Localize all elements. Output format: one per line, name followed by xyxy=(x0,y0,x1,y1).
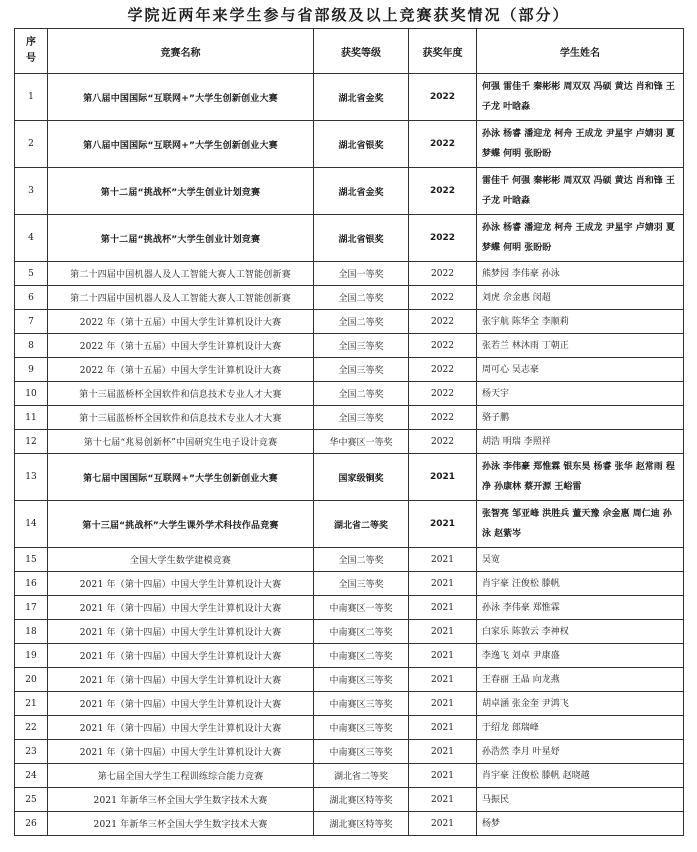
award-year: 2021 xyxy=(409,668,477,692)
student-names: 张若兰 林沐雨 丁朝正 xyxy=(477,334,684,358)
competition-name: 第二十四届中国机器人及人工智能大赛人工智能创新赛 xyxy=(48,286,314,310)
table-header-row xyxy=(15,29,684,74)
competition-name: 第十三届蓝桥杯全国软件和信息技术专业人才大赛 xyxy=(48,406,314,430)
table-row xyxy=(15,740,684,764)
competition-name: 第八届中国国际“互联网+”大学生创新创业大赛 xyxy=(48,74,314,121)
award-level: 中南赛区三等奖 xyxy=(314,692,409,716)
row-number: 4 xyxy=(15,215,48,262)
student-names: 刘虎 佘金惠 闵超 xyxy=(477,286,684,310)
table-row xyxy=(15,334,684,358)
student-names: 张宇航 陈华全 李顺莉 xyxy=(477,310,684,334)
student-names: 胡浩 明瑞 李照祥 xyxy=(477,430,684,454)
student-names: 张智亮 邹亚峰 洪胜兵 董天豫 佘金惠 周仁迪 孙泳 赵紫岑 xyxy=(477,501,684,548)
student-names: 胡卓涵 张金奎 尹鸿飞 xyxy=(477,692,684,716)
row-number: 8 xyxy=(15,334,48,358)
award-level: 全国三等奖 xyxy=(314,358,409,382)
award-year: 2022 xyxy=(409,74,477,121)
row-number: 20 xyxy=(15,668,48,692)
award-level: 全国二等奖 xyxy=(314,382,409,406)
row-number: 25 xyxy=(15,788,48,812)
student-names: 孙浩然 李月 叶星妤 xyxy=(477,740,684,764)
student-names: 孙泳 杨睿 潘迎龙 柯舟 王成龙 尹星宇 卢婧羽 夏梦蝶 何明 张盼盼 xyxy=(477,215,684,262)
row-number: 10 xyxy=(15,382,48,406)
header-students: 学生姓名 xyxy=(477,29,684,74)
award-year: 2021 xyxy=(409,548,477,572)
award-year: 2022 xyxy=(409,358,477,382)
student-names: 于绍龙 郎瑞峰 xyxy=(477,716,684,740)
competition-name: 2021 年新华三杯全国大学生数字技术大赛 xyxy=(48,812,314,836)
award-level: 湖北省银奖 xyxy=(314,215,409,262)
award-level: 国家级铜奖 xyxy=(314,454,409,501)
header-seq-char2: 号 xyxy=(26,53,36,64)
header-seq-char1: 序 xyxy=(26,37,36,48)
student-names: 雷佳千 何强 秦彬彬 周双双 冯硕 黄达 肖和锋 王子龙 叶晗淼 xyxy=(477,168,684,215)
table-row xyxy=(15,764,684,788)
student-names: 骆子鹏 xyxy=(477,406,684,430)
competition-name: 第十三届“挑战杯”大学生课外学术科技作品竞赛 xyxy=(48,501,314,548)
competition-name: 2021 年（第十四届）中国大学生计算机设计大赛 xyxy=(48,620,314,644)
student-names: 杨天宇 xyxy=(477,382,684,406)
page-title: 学院近两年来学生参与省部级及以上竞赛获奖情况（部分） xyxy=(127,6,570,24)
award-year: 2021 xyxy=(409,788,477,812)
competition-name: 2021 年（第十四届）中国大学生计算机设计大赛 xyxy=(48,644,314,668)
student-names: 孙泳 李伟豪 郑惟霖 银东昊 杨睿 张华 赵常雨 程净 孙康林 蔡开源 王峪雷 xyxy=(477,454,684,501)
student-names: 吴宽 xyxy=(477,548,684,572)
award-level: 全国三等奖 xyxy=(314,406,409,430)
row-number: 14 xyxy=(15,501,48,548)
award-level: 全国三等奖 xyxy=(314,334,409,358)
row-number: 12 xyxy=(15,430,48,454)
student-names: 孙泳 李伟豪 郑惟霖 xyxy=(477,596,684,620)
table-row xyxy=(15,382,684,406)
award-level: 中南赛区三等奖 xyxy=(314,716,409,740)
table-row xyxy=(15,358,684,382)
row-number: 13 xyxy=(15,454,48,501)
award-year: 2022 xyxy=(409,382,477,406)
row-number: 26 xyxy=(15,812,48,836)
award-level: 湖北省二等奖 xyxy=(314,764,409,788)
table-row xyxy=(15,668,684,692)
competition-name: 第十二届“挑战杯”大学生创业计划竞赛 xyxy=(48,168,314,215)
competition-name: 2021 年（第十四届）中国大学生计算机设计大赛 xyxy=(48,716,314,740)
row-number: 19 xyxy=(15,644,48,668)
award-year: 2022 xyxy=(409,286,477,310)
competition-name: 2021 年（第十四届）中国大学生计算机设计大赛 xyxy=(48,572,314,596)
table-row xyxy=(15,596,684,620)
student-names: 王春丽 王晶 向龙燕 xyxy=(477,668,684,692)
award-level: 全国三等奖 xyxy=(314,572,409,596)
table-row xyxy=(15,215,684,262)
header-seq xyxy=(15,29,48,74)
award-year: 2022 xyxy=(409,334,477,358)
award-year: 2021 xyxy=(409,620,477,644)
student-names: 肖宇豪 汪俊松 滕帆 xyxy=(477,572,684,596)
student-names: 马振民 xyxy=(477,788,684,812)
row-number: 5 xyxy=(15,262,48,286)
competition-name: 2022 年（第十五届）中国大学生计算机设计大赛 xyxy=(48,358,314,382)
table-row xyxy=(15,74,684,121)
competition-name: 2021 年（第十四届）中国大学生计算机设计大赛 xyxy=(48,740,314,764)
table-row xyxy=(15,812,684,836)
award-level: 湖北省金奖 xyxy=(314,74,409,121)
award-level: 湖北省银奖 xyxy=(314,121,409,168)
award-year: 2021 xyxy=(409,454,477,501)
competition-name: 2022 年（第十五届）中国大学生计算机设计大赛 xyxy=(48,310,314,334)
row-number: 17 xyxy=(15,596,48,620)
award-year: 2022 xyxy=(409,406,477,430)
table-row xyxy=(15,501,684,548)
award-year: 2022 xyxy=(409,430,477,454)
competition-name: 第二十四届中国机器人及人工智能大赛人工智能创新赛 xyxy=(48,262,314,286)
row-number: 1 xyxy=(15,74,48,121)
row-number: 6 xyxy=(15,286,48,310)
award-year: 2021 xyxy=(409,572,477,596)
award-level: 中南赛区二等奖 xyxy=(314,644,409,668)
student-names: 熊梦园 李伟豪 孙泳 xyxy=(477,262,684,286)
row-number: 21 xyxy=(15,692,48,716)
row-number: 18 xyxy=(15,620,48,644)
competition-name: 2021 年（第十四届）中国大学生计算机设计大赛 xyxy=(48,692,314,716)
competition-name: 全国大学生数学建模竞赛 xyxy=(48,548,314,572)
row-number: 3 xyxy=(15,168,48,215)
award-level: 全国二等奖 xyxy=(314,310,409,334)
student-names: 李逸飞 刘卓 尹康盛 xyxy=(477,644,684,668)
competition-name: 第十二届“挑战杯”大学生创业计划竞赛 xyxy=(48,215,314,262)
award-level: 全国二等奖 xyxy=(314,286,409,310)
award-level: 湖北省金奖 xyxy=(314,168,409,215)
award-year: 2022 xyxy=(409,168,477,215)
row-number: 22 xyxy=(15,716,48,740)
table-row xyxy=(15,620,684,644)
award-year: 2022 xyxy=(409,121,477,168)
table-row xyxy=(15,168,684,215)
competition-name: 2022 年（第十五届）中国大学生计算机设计大赛 xyxy=(48,334,314,358)
award-year: 2021 xyxy=(409,692,477,716)
table-row xyxy=(15,692,684,716)
row-number: 15 xyxy=(15,548,48,572)
award-year: 2021 xyxy=(409,812,477,836)
table-body xyxy=(15,74,684,836)
table-row xyxy=(15,121,684,168)
table-row xyxy=(15,310,684,334)
award-level: 中南赛区三等奖 xyxy=(314,740,409,764)
row-number: 24 xyxy=(15,764,48,788)
student-names: 孙泳 杨睿 潘迎龙 柯舟 王成龙 尹星宇 卢婧羽 夏梦蝶 何明 张盼盼 xyxy=(477,121,684,168)
student-names: 周可心 吴志豪 xyxy=(477,358,684,382)
table-row xyxy=(15,548,684,572)
header-level: 获奖等级 xyxy=(314,29,409,74)
table-row xyxy=(15,406,684,430)
row-number: 23 xyxy=(15,740,48,764)
award-level: 湖北赛区特等奖 xyxy=(314,788,409,812)
award-year: 2021 xyxy=(409,740,477,764)
student-names: 何强 雷佳千 秦彬彬 周双双 冯硕 黄达 肖和锋 王子龙 叶晗淼 xyxy=(477,74,684,121)
student-names: 杨梦 xyxy=(477,812,684,836)
award-year: 2021 xyxy=(409,501,477,548)
header-competition: 竞赛名称 xyxy=(48,29,314,74)
competition-name: 第八届中国国际“互联网+”大学生创新创业大赛 xyxy=(48,121,314,168)
header-year: 获奖年度 xyxy=(409,29,477,74)
competition-name: 第十三届蓝桥杯全国软件和信息技术专业人才大赛 xyxy=(48,382,314,406)
award-level: 华中赛区一等奖 xyxy=(314,430,409,454)
competition-name: 第七届中国国际“互联网+”大学生创新创业大赛 xyxy=(48,454,314,501)
row-number: 16 xyxy=(15,572,48,596)
student-names: 肖宇豪 汪俊松 滕帆 赵晓越 xyxy=(477,764,684,788)
table-row xyxy=(15,262,684,286)
award-year: 2021 xyxy=(409,644,477,668)
table-row xyxy=(15,430,684,454)
award-year: 2022 xyxy=(409,215,477,262)
award-year: 2022 xyxy=(409,310,477,334)
competition-name: 2021 年新华三杯全国大学生数字技术大赛 xyxy=(48,788,314,812)
table-row xyxy=(15,572,684,596)
row-number: 11 xyxy=(15,406,48,430)
award-year: 2021 xyxy=(409,716,477,740)
row-number: 7 xyxy=(15,310,48,334)
row-number: 9 xyxy=(15,358,48,382)
student-names: 白家乐 陈敦云 李神权 xyxy=(477,620,684,644)
competition-name: 第十七届“兆易创新杯”中国研究生电子设计竞赛 xyxy=(48,430,314,454)
award-year: 2021 xyxy=(409,764,477,788)
competition-name: 第七届全国大学生工程训练综合能力竞赛 xyxy=(48,764,314,788)
table-row xyxy=(15,788,684,812)
competition-name: 2021 年（第十四届）中国大学生计算机设计大赛 xyxy=(48,596,314,620)
award-level: 中南赛区一等奖 xyxy=(314,596,409,620)
award-level: 全国一等奖 xyxy=(314,262,409,286)
awards-table xyxy=(14,28,684,836)
competition-name: 2021 年（第十四届）中国大学生计算机设计大赛 xyxy=(48,668,314,692)
table-row xyxy=(15,644,684,668)
award-level: 中南赛区二等奖 xyxy=(314,620,409,644)
row-number: 2 xyxy=(15,121,48,168)
award-year: 2021 xyxy=(409,596,477,620)
table-row xyxy=(15,716,684,740)
award-year: 2022 xyxy=(409,262,477,286)
award-level: 湖北赛区特等奖 xyxy=(314,812,409,836)
award-level: 湖北省二等奖 xyxy=(314,501,409,548)
award-level: 全国二等奖 xyxy=(314,548,409,572)
table-row xyxy=(15,286,684,310)
award-level: 中南赛区三等奖 xyxy=(314,668,409,692)
table-row xyxy=(15,454,684,501)
